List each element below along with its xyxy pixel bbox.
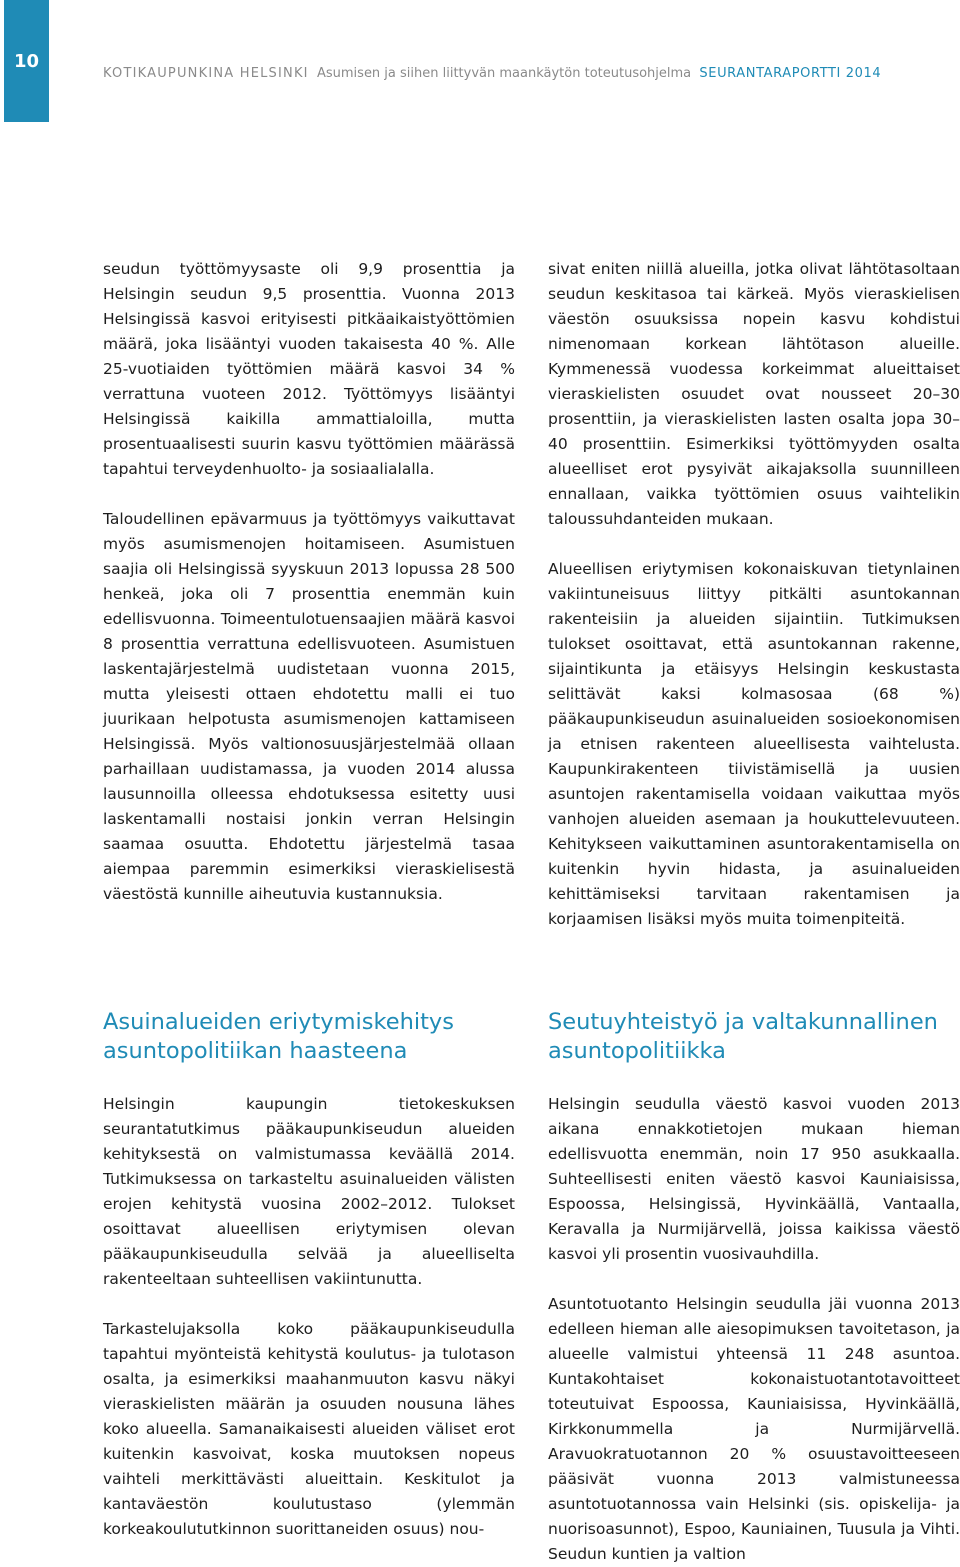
section-regional-cooperation (548, 1008, 960, 1567)
section-heading: Asuinalueiden eriytymiskehitys asuntopolitiikan haasteena (103, 1009, 454, 1064)
body-paragraph: Tarkastelujaksolla koko pääkaupunkiseudulla tapahtui myönteistä kehitystä koulutus- ja tulotason osalta, ja esimerkiksi maahanmuuton kasvu näkyi vieraskielisten määrän ja osuuden nousuna lähes koko alueella. Samanaikaisesti alueiden väliset erot kuitenkin kasvoivat, koska muutoksen nopeus vaihteli merkittävästi alueittain. Keskitulot ja kantaväestön koulutustaso (ylemmän korkeakoulututkinnon suorittaneiden osuus) nou- (103, 1320, 515, 1538)
upper-left-column (103, 257, 515, 907)
section-heading: Seutuyhteistyö ja valtakunnallinen asuntopolitiikka (548, 1009, 938, 1064)
body-paragraph: Alueellisen eriytymisen kokonaiskuvan tietynlainen vakiintuneisuus liittyy pitkälti asuntokannan rakenteisiin ja alueiden sijaintiin. Tutkimuksen tulokset osoittavat, että asuntokannan rakenne, sijaintikunta ja etäisyys Helsingin keskustasta selittävät kaksi kolmasosaa (68 %) pääkaupunkiseudun asuinalueiden sosioekonomisen ja etnisen rakenteen alueellisesta vaihtelusta. Kaupunkirakenteen tiivistämisellä ja uusien asuntojen rakentamisella voidaan vaikuttaa myös vanhojen alueiden asemaan ja houkuttelevuuteen. Kehitykseen vaikuttaminen asuntorakentamisella on kuitenkin hyvin hidasta, ja asuinalueiden kehittämiseksi tarvitaan rakentamisen ja korjaamisen lisäksi myös muita toimenpiteitä. (548, 560, 960, 928)
body-paragraph: Asuntotuotanto Helsingin seudulla jäi vuonna 2013 edelleen hieman alle aiesopimuksen tavoitetason, ja alueelle valmistui yhteensä 11 248 asuntoa. Kuntakohtaiset kokonaistuotantotavoitteet toteutuivat Espoossa, Kauniaisissa, Hyvinkäällä, Kirkkonummella ja Nurmijärvellä. Aravuokratuotannon 20 % osuustavoitteeseen pääsivät vuonna 2013 valmistuneessa asuntotuotannossa vain Helsinki (sis. opiskelija- ja nuorisoasunnot), Espoo, Kauniainen, Tuusula ja Vihti. Seudun kuntien ja valtion (548, 1295, 960, 1563)
upper-right-column (548, 257, 960, 932)
section-residential-segregation (103, 1008, 515, 1542)
body-paragraph: seudun työttömyysaste oli 9,9 prosenttia ja Helsingin seudun 9,5 prosenttia. Vuonna 2013 Helsingissä kasvoi erityisesti pitkäaikaistyöttömien määrä, joka lisääntyi vuoden takaisesta 40 %. Alle 25-vuotiaiden työttömien määrä kasvoi 34 % verrattuna vuoteen 2012. Työttömyys lisääntyi Helsingissä kaikilla ammattialoilla, mutta prosentuaalisesti suurin kasvu työttömien määrässä tapahtui terveydenhuolto- ja sosiaalialalla. (103, 260, 515, 478)
header-report-tag: SEURANTARAPORTTI 2014 (699, 66, 882, 81)
header-brand: KOTIKAUPUNKINA HELSINKI (103, 66, 309, 81)
body-paragraph: sivat eniten niillä alueilla, jotka olivat lähtötasoltaan seudun keskitasoa tai kärkeä. Myös vieraskielisen väestön osuuksissa nopein kasvu kohdistui nimenomaan korkean lähtötason alueille. Kymmenessä vuodessa korkeimmat alueittaiset vieraskielisten osuudet ovat nousseet 20–30 prosenttiin, ja vieraskielisten lasten osalta jopa 30–40 prosenttiin. Esimerkiksi työttömyyden osalta alueelliset erot pysyivät aikajaksolla suunnilleen ennallaan, vaikka työttömien osuus vaihtelikin taloussuhdanteiden mukaan. (548, 260, 960, 528)
page-number: 10 (13, 50, 40, 72)
running-header (103, 66, 881, 81)
body-paragraph: Taloudellinen epävarmuus ja työttömyys vaikuttavat myös asumismenojen hoitamiseen. Asumistuen saajia oli Helsingissä syyskuun 2013 lopussa 28 500 henkeä, joka oli 7 prosenttia enemmän kuin edellisvuonna. Toimeentulotuensaajien määrä kasvoi 8 prosenttia verrattuna edellisvuoteen. Asumistuen laskentajärjestelmä uudistetaan vuonna 2015, mutta yleisesti ottaen ehdotettu malli ei tuo juurikaan helpotusta asumismenojen kattamiseen Helsingissä. Myös valtionosuusjärjestelmää ollaan parhaillaan uudistamassa, ja vuoden 2014 alussa lausunnoilla olleessa ehdotuksessa esitetty uusi laskentamalli nostaisi jonkin verran Helsingin saamaa osuutta. Ehdotettu järjestelmä tasaa aiempaa paremmin esimerkiksi vieraskielisestä väestöstä kunnille aiheutuvia kustannuksia. (103, 510, 515, 903)
page-number-tab (4, 0, 49, 122)
body-paragraph: Helsingin seudulla väestö kasvoi vuoden 2013 aikana ennakkotietojen mukaan hieman edellisvuotta enemmän, noin 17 950 asukkaalla. Suhteellisesti eniten väestö kasvoi Kauniaisissa, Espoossa, Helsingissä, Hyvinkäällä, Vantaalla, Keravalla ja Nurmijärvellä, joissa kaikissa väestö kasvoi yli prosentin vuosivauhdilla. (548, 1095, 960, 1263)
body-paragraph: Helsingin kaupungin tietokeskuksen seurantatutkimus pääkaupunkiseudun alueiden kehityksestä on valmistumassa keväällä 2014. Tutkimuksessa on tarkasteltu asuinalueiden välisten erojen kehitystä vuosina 2002–2012. Tulokset osoittavat alueellisen eriytymisen olevan pääkaupunkiseudulla selvää ja alueelliselta rakenteeltaan suhteellisen vakiintunutta. (103, 1095, 515, 1288)
header-subtitle: Asumisen ja siihen liittyvän maankäytön toteutusohjelma (316, 66, 692, 81)
